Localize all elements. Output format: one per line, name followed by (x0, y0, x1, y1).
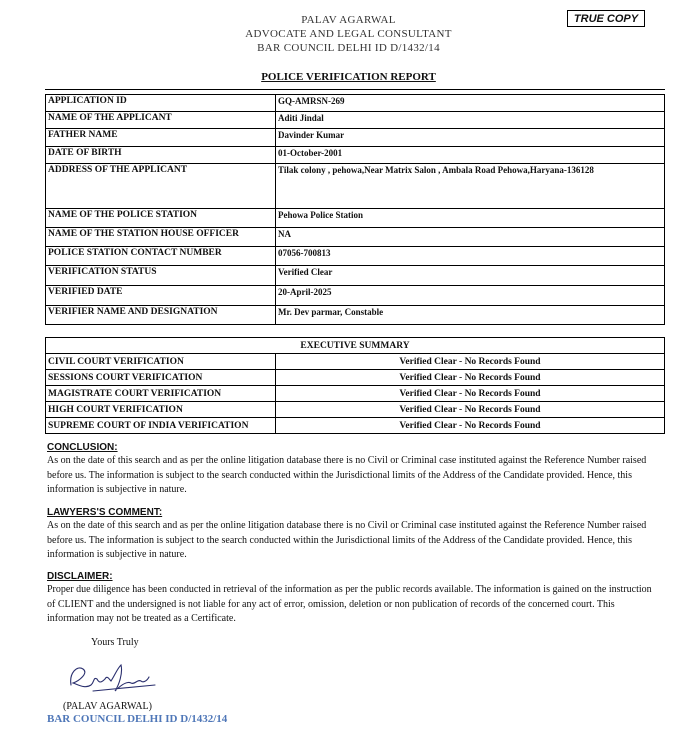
row-label: SUPREME COURT OF INDIA VERIFICATION (46, 418, 276, 434)
row-label: FATHER NAME (46, 129, 276, 147)
disclaimer-heading: DISCLAIMER: (47, 571, 113, 582)
row-value: 01-October-2001 (276, 147, 665, 164)
table-row (46, 418, 665, 434)
signatory-name: (PALAV AGARWAL) (63, 701, 152, 712)
row-label: DATE OF BIRTH (46, 147, 276, 164)
bar-council-id: BAR COUNCIL DELHI ID D/1432/14 (257, 42, 440, 54)
table-row (46, 95, 665, 112)
row-label: HIGH COURT VERIFICATION (46, 402, 276, 418)
row-result: Verified Clear - No Records Found (276, 402, 665, 418)
row-label: CIVIL COURT VERIFICATION (46, 354, 276, 370)
row-label: NAME OF THE APPLICANT (46, 112, 276, 129)
conclusion-heading: CONCLUSION: (47, 442, 118, 453)
row-value: Tilak colony , pehowa,Near Matrix Salon , Ambala Road Pehowa,Haryana-136128 (276, 164, 665, 209)
disclaimer-section (47, 570, 662, 627)
row-value: 07056-700813 (276, 247, 665, 266)
table-row (46, 129, 665, 147)
table-row (46, 247, 665, 266)
table-row (46, 286, 665, 306)
row-label: SESSIONS COURT VERIFICATION (46, 370, 276, 386)
row-value: GQ-AMRSN-269 (276, 95, 665, 112)
table-row (46, 209, 665, 228)
details-table (45, 94, 665, 325)
row-value: 20-April-2025 (276, 286, 665, 306)
table-row (46, 266, 665, 286)
signature-image (63, 655, 163, 697)
lawyers-comment-section (47, 506, 662, 563)
row-value: Pehowa Police Station (276, 209, 665, 228)
lawyers-comment-text: As on the date of this search and as per the online litigation database there is no Civil or Criminal case instituted against the Reference Number raised before us. The information is subject to the search conducted within the Jurisdictional limits of the Address of the Candidate provided. Hence, this information is subjective in nature. (47, 520, 647, 560)
lawyers-comment-heading: LAWYERS'S COMMENT: (47, 507, 163, 518)
advocate-title: ADVOCATE AND LEGAL CONSULTANT (245, 28, 452, 40)
table-row (46, 338, 665, 354)
row-value: Verified Clear (276, 266, 665, 286)
row-value: Mr. Dev parmar, Constable (276, 306, 665, 325)
report-title: POLICE VERIFICATION REPORT (261, 71, 436, 83)
title-rule (45, 89, 665, 90)
advocate-name: PALAV AGARWAL (301, 14, 396, 26)
summary-title: EXECUTIVE SUMMARY (46, 338, 665, 354)
conclusion-section (47, 441, 662, 498)
row-label: MAGISTRATE COURT VERIFICATION (46, 386, 276, 402)
row-label: VERIFIED DATE (46, 286, 276, 306)
table-row (46, 147, 665, 164)
table-row (46, 112, 665, 129)
disclaimer-text: Proper due diligence has been conducted in retrieval of the information as per the public records available. The information is gained on the instruction of CLIENT and the undersigned is not liable for any act of error, omission, deletion or non publication of records of the concerned court. This information may not be treated as a Certificate. (47, 584, 652, 624)
executive-summary-table (45, 337, 665, 434)
table-row (46, 370, 665, 386)
table-row (46, 228, 665, 247)
table-row (46, 386, 665, 402)
row-value: Davinder Kumar (276, 129, 665, 147)
row-value: Aditi Jindal (276, 112, 665, 129)
row-result: Verified Clear - No Records Found (276, 354, 665, 370)
row-result: Verified Clear - No Records Found (276, 418, 665, 434)
row-label: NAME OF THE POLICE STATION (46, 209, 276, 228)
row-result: Verified Clear - No Records Found (276, 370, 665, 386)
table-row (46, 164, 665, 209)
row-label: VERIFICATION STATUS (46, 266, 276, 286)
row-value: NA (276, 228, 665, 247)
row-label: NAME OF THE STATION HOUSE OFFICER (46, 228, 276, 247)
row-label: APPLICATION ID (46, 95, 276, 112)
row-label: POLICE STATION CONTACT NUMBER (46, 247, 276, 266)
row-label: VERIFIER NAME AND DESIGNATION (46, 306, 276, 325)
closing-salutation: Yours Truly (91, 637, 139, 648)
true-copy-stamp: TRUE COPY (567, 10, 645, 27)
table-row (46, 306, 665, 325)
signatory-bar-id: BAR COUNCIL DELHI ID D/1432/14 (47, 713, 228, 725)
table-row (46, 354, 665, 370)
row-label: ADDRESS OF THE APPLICANT (46, 164, 276, 209)
conclusion-text: As on the date of this search and as per the online litigation database there is no Civil or Criminal case instituted against the Reference Number raised before us. The information is subject to the search conducted within the Jurisdictional limits of the Address of the Candidate provided. Hence, this information is subjective in nature. (47, 455, 647, 495)
table-row (46, 402, 665, 418)
row-result: Verified Clear - No Records Found (276, 386, 665, 402)
